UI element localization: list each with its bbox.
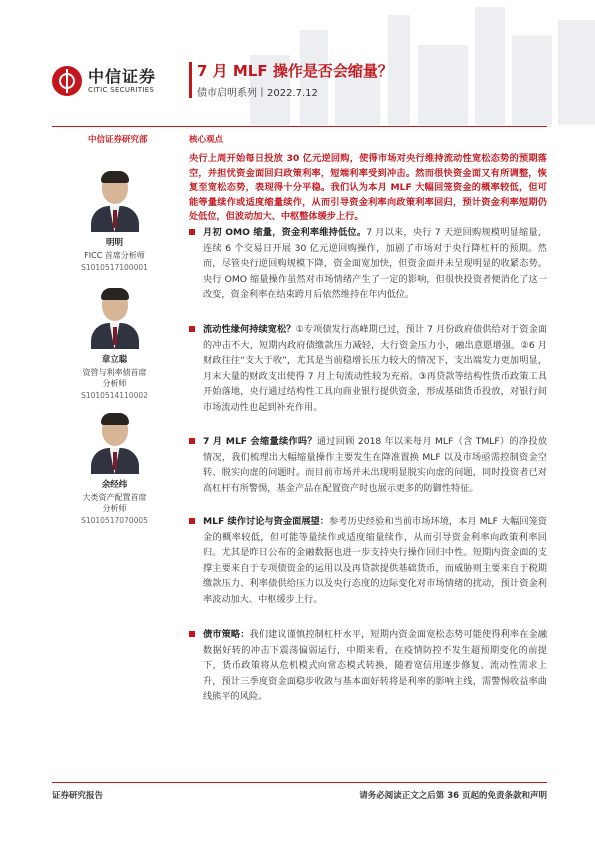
bullet-square-icon bbox=[189, 438, 195, 444]
key-point-paragraph bbox=[189, 514, 547, 607]
key-point-paragraph bbox=[189, 434, 547, 496]
title-accent-bar bbox=[189, 62, 192, 98]
key-point-body: 通过回顾 2018 年以来每月 MLF（含 TMLF）的净投放情况，我们梳理出大幅缩量操作主要发生在降准置换 MLF 以及市场亟需控制资金空转、脱实向虚的问题时。而目前市场并未出现明显脱实向虚的问题，同时投资者已对高杠杆有所警惕，基金产品在配置资产时也展示更多的防御性特征。 bbox=[203, 436, 547, 494]
key-point-lead: 7 月 MLF 会缩量续作吗？ bbox=[203, 436, 317, 447]
logo-cn-text: 中信证券 bbox=[88, 67, 157, 86]
analyst-name: 明明 bbox=[105, 238, 123, 248]
core-summary: 央行上周开始每日投放 30 亿元逆回购，使得市场对央行维持流动性宽松态势的预期落空，并担忧资金面回归政策利率，短端利率受到冲击。然而很快资金面又有所调整，恢复至宽松态势，表现得十分平稳。我们认为本月 MLF 大幅回笼资金的概率较低，但可能等量续作或适度缩量续作，从而引导资金利率向政策利率回归，预计资金利率短期仍处低位，但波动加大、中枢整体缓步上行。 bbox=[189, 153, 547, 222]
key-point-lead: 月初 OMO 缩量，资金利率维持低位。 bbox=[203, 227, 367, 238]
key-point-paragraph bbox=[189, 225, 547, 303]
analyst-card bbox=[52, 410, 177, 525]
key-point-body: 我们建议谨慎控制杠杆水平，短期内资金面宽松态势可能使得利率在金融数据好转的冲击下震荡偏弱运行，中期来看，在疫情防控不发生超预期变化的前提下，货币政策将从危机模式向常态模式转换，随着宽信用逐步修复、流动性需求上升，预计三季度资金面稳步收敛与基本面好转将是利率的影响主线，需警惕收益率曲线熊平的风险。 bbox=[203, 629, 548, 702]
citic-logo-icon bbox=[52, 66, 82, 96]
analyst-card bbox=[52, 285, 177, 400]
report-title: 7 月 MLF 操作是否会缩量？ bbox=[197, 62, 393, 80]
key-point-lead: MLF 续作讨论与资金面展望： bbox=[203, 516, 330, 527]
sidebar-section-title: 中信证券研究部 bbox=[88, 135, 148, 145]
header-divider bbox=[52, 126, 547, 127]
key-point-paragraph bbox=[189, 627, 547, 705]
key-point-lead: 流动性缘何持续宽松？ bbox=[203, 324, 296, 335]
key-point-body: 参考历史经验和当前市场环境，本月 MLF 大幅回笼资金的概率较低，但可能等量续作或适度缩量续作，从而引导资金利率向政策利率回归。尤其是昨日公布的金融数据也进一步支持央行操作回归中性。短期内资金面的支撑主要来自于专项债资金的运用以及再贷款提供基础货币，而威胁则主要来自于税期缴款压力、利率债供给压力以及央行态度的边际变化对市场情绪的扰动，预计资金利率波动加大、中枢缓步上行。 bbox=[203, 516, 547, 605]
analyst-photo bbox=[89, 168, 141, 232]
analyst-role: 大类资产配置首席 分析师 bbox=[82, 493, 147, 513]
footer-divider bbox=[52, 782, 547, 783]
analyst-license-id: S1010517100001 bbox=[81, 263, 148, 272]
bullet-square-icon bbox=[189, 326, 195, 332]
citic-securities-logo bbox=[52, 64, 182, 100]
analyst-card bbox=[52, 168, 177, 272]
footer-disclaimer-text: 请务必阅读正文之后第 36 页起的免责条款和声明 bbox=[359, 791, 547, 801]
report-subtitle: 债市启明系列丨2022.7.12 bbox=[197, 88, 318, 99]
analyst-name: 余经纬 bbox=[101, 480, 128, 490]
analyst-photo bbox=[89, 285, 141, 349]
bullet-square-icon bbox=[189, 518, 195, 524]
key-point-lead: 债市策略： bbox=[203, 629, 250, 640]
main-section-title: 核心观点 bbox=[189, 135, 224, 145]
analyst-role: 资管与利率债首席 分析师 bbox=[82, 368, 147, 388]
bullet-square-icon bbox=[189, 229, 195, 235]
footer-left-text: 证券研究报告 bbox=[52, 791, 104, 801]
logo-en-text: CITIC SECURITIES bbox=[88, 86, 155, 94]
key-point-paragraph bbox=[189, 322, 547, 415]
bullet-square-icon bbox=[189, 631, 195, 637]
analyst-license-id: S1010517070005 bbox=[81, 516, 148, 525]
analyst-name: 章立聪 bbox=[101, 355, 128, 365]
key-point-body: ①专项债发行高峰期已过，预计 7 月份政府债供给对于资金面的冲击不大，短期内政府债缴款压力减轻，大行资金压力小，融出意愿增强。②6 月财政往往“支大于收”，尤其是当前稳增长压力较大的情况下，支出端发力更加明显，月末大量的财政支出使得 7 月上旬流动性较为充裕。③再贷款等结构性货币政策工具开始落地，央行通过结构性工具向商业银行提供资金，形成基础货币投放，对银行间市场流动性也起到补充作用。 bbox=[203, 324, 548, 413]
analyst-photo bbox=[89, 410, 141, 474]
analyst-license-id: S1010514110002 bbox=[81, 391, 148, 400]
analyst-role: FICC 首席分析师 bbox=[84, 251, 145, 260]
key-point-body: 7 月以来，央行 7 天逆回购规模明显缩量，连续 6 个交易日开展 30 亿元逆回购操作，加剧了市场对于央行降杠杆的预期。然而，尽管央行逆回购规模下降，资金面宽加快，但资金面并未呈现明显的收紧态势。央行 OMO 缩量操作虽然对市场情绪产生了一定的影响，但很快投资者便消化了这一改变，资金利率在结束跨月后依然维持在年内低位。 bbox=[203, 227, 547, 300]
